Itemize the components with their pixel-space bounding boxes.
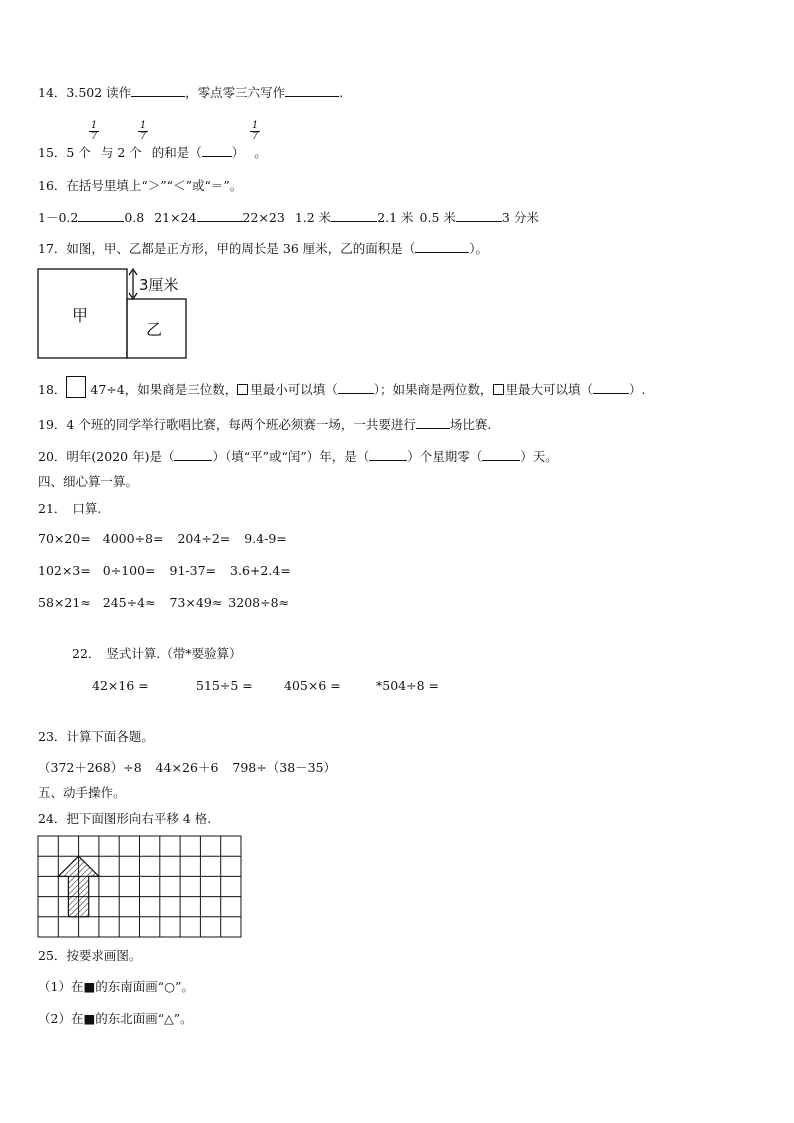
q23-item-1: （372＋268）÷8 — [38, 760, 142, 775]
q19-text-b: 场比赛. — [449, 417, 492, 432]
arrow-shape — [58, 856, 99, 917]
q20-text-c: ）个星期零（ — [407, 449, 483, 464]
q23-item-2: 44×26＋6 — [155, 760, 219, 775]
q25-sub-1: （1）在■的东南面画“○”。 — [38, 979, 194, 994]
q19-number: 19． — [38, 417, 67, 432]
q21-row-2 — [38, 563, 291, 579]
q24-number: 24． — [38, 811, 67, 826]
q16-number: 16． — [38, 178, 67, 193]
q19-text-a: 4 个班的同学举行歌唱比赛，每两个班必须赛一场，一共要进行 — [66, 417, 416, 432]
q16-item-4-left: 0.5 米 — [419, 210, 456, 225]
q16-item-1-right: 0.8 — [124, 210, 145, 225]
q15-frac2-den: 7 — [139, 131, 147, 142]
q18-text-d: 里最大可以填（ — [505, 382, 594, 397]
label-dimension: 3厘米 — [139, 276, 179, 294]
q21-r3-c1: 58×21≈ — [38, 595, 91, 610]
section-5-heading: 五、动手操作。 — [38, 785, 126, 800]
q14-text-a: 3.502 读作 — [66, 85, 132, 100]
q16-item-1-left: 1－0.2 — [38, 210, 79, 225]
q18-text-a: 47÷4，如果商是三位数， — [90, 382, 238, 397]
q14-text-b: ，零点零三六写作 — [185, 85, 286, 100]
q18-number: 18． — [38, 382, 67, 397]
q14-blank-2[interactable] — [285, 84, 339, 97]
q21-r1-c4: 9.4-9= — [244, 531, 287, 546]
question-19 — [38, 416, 491, 433]
question-22 — [72, 646, 242, 662]
question-14 — [38, 84, 343, 101]
q24-grid-figure — [37, 835, 243, 939]
q17-text-b: ）。 — [469, 241, 489, 256]
q23-items — [38, 760, 336, 776]
q16-item-3-left: 1.2 米 — [294, 210, 332, 225]
q20-number: 20． — [38, 449, 67, 464]
q16-item-2-left: 21×24 — [154, 210, 197, 225]
square-symbol-icon — [237, 384, 248, 395]
q16-item-2-right: 22×23 — [242, 210, 285, 225]
q20-text-a: 明年(2020 年)是（ — [66, 449, 175, 464]
q15-frac3-num: 1 — [251, 120, 259, 131]
q21-number: 21． — [38, 501, 67, 516]
q18-blank-2[interactable] — [593, 381, 629, 394]
q19-blank[interactable] — [416, 416, 450, 429]
q23-number: 23． — [38, 729, 67, 744]
q16-blank-3[interactable] — [331, 209, 377, 222]
question-23 — [38, 729, 154, 745]
question-15 — [38, 144, 267, 161]
q14-text-c: . — [339, 85, 344, 100]
q15-frac2-num: 1 — [139, 120, 147, 131]
q22-number: 22． — [72, 646, 101, 661]
q17-blank[interactable] — [415, 240, 469, 253]
q25-text: 按要求画图。 — [66, 948, 142, 963]
q16-blank-4[interactable] — [456, 209, 502, 222]
section-4-heading: 四、细心算一算。 — [38, 474, 139, 489]
q15-fraction-2 — [138, 121, 148, 142]
q16-blank-1[interactable] — [78, 209, 124, 222]
q16-items-row — [38, 209, 539, 226]
q21-r1-c2: 4000÷8= — [102, 531, 164, 546]
question-18 — [38, 381, 646, 398]
q22-item-2: 515÷5 = — [196, 678, 253, 693]
question-24 — [38, 811, 211, 827]
q15-text-d: ） — [231, 145, 245, 160]
q15-fraction-1 — [89, 121, 99, 142]
q14-blank-1[interactable] — [131, 84, 185, 97]
q21-r1-c1: 70×20= — [38, 531, 91, 546]
q23-title: 计算下面各题。 — [66, 729, 154, 744]
q20-blank-2[interactable] — [369, 448, 407, 461]
q23-item-3: 798÷（38－35） — [232, 760, 337, 775]
q20-blank-3[interactable] — [482, 448, 520, 461]
q22-item-4: *504÷8 = — [376, 678, 439, 693]
q21-r3-c3: 73×49≈ — [169, 595, 223, 610]
q18-text-e: ）. — [629, 382, 646, 397]
q21-r3-c4: 3208÷8≈ — [228, 595, 290, 610]
q25-sub-2: （2）在■的东北面画“△”。 — [38, 1011, 193, 1026]
q21-r3-c2: 245÷4≈ — [102, 595, 156, 610]
q22-item-3: 405×6 = — [284, 678, 341, 693]
q18-text-b: 里最小可以填（ — [250, 382, 338, 397]
q16-item-3-right: 2.1 米 — [377, 210, 414, 225]
q21-r2-c2: 0÷100= — [102, 563, 156, 578]
label-yi: 乙 — [146, 320, 163, 339]
q14-number: 14． — [38, 85, 67, 100]
q22-title: 竖式计算.（带*要验算） — [106, 646, 242, 661]
q22-item-1: 42×16 = — [92, 678, 149, 693]
question-20 — [38, 448, 558, 465]
q21-row-3 — [38, 595, 289, 611]
question-21 — [38, 501, 101, 517]
label-jia: 甲 — [72, 306, 89, 325]
q16-blank-2[interactable] — [197, 209, 243, 222]
q21-row-1 — [38, 531, 287, 547]
q21-title: 口算. — [72, 501, 102, 516]
q15-number: 15． — [38, 145, 67, 160]
q15-text-e: 。 — [254, 145, 267, 160]
q17-squares-figure — [36, 266, 192, 362]
q15-text-c: 的和是（ — [151, 145, 202, 160]
question-17 — [38, 240, 488, 257]
q24-text: 把下面图形向右平移 4 格. — [66, 811, 212, 826]
question-25 — [38, 948, 141, 964]
q15-frac1-den: 7 — [90, 131, 98, 142]
q25-number: 25． — [38, 948, 67, 963]
q15-text-a: 5 个 — [66, 145, 91, 160]
q18-text-c: ）；如果商是两位数， — [373, 382, 493, 397]
q20-text-b: ）（填“平”或“闰”）年，是（ — [212, 449, 370, 464]
q21-r2-c3: 91-37= — [169, 563, 217, 578]
q15-frac3-den: 7 — [251, 131, 259, 142]
q21-r1-c3: 204÷2= — [177, 531, 231, 546]
q15-fraction-3 — [250, 121, 260, 142]
q15-text-b: 与 2 个 — [100, 145, 142, 160]
q17-text-a: 如图，甲、乙都是正方形，甲的周长是 36 厘米，乙的面积是（ — [66, 241, 416, 256]
q16-text: 在括号里填上“＞”“＜”或“＝”。 — [66, 178, 243, 193]
square-symbol-icon — [493, 384, 504, 395]
q18-blank-1[interactable] — [338, 381, 374, 394]
q15-frac1-num: 1 — [90, 120, 98, 131]
q20-blank-1[interactable] — [174, 448, 212, 461]
question-16 — [38, 178, 242, 194]
q21-r2-c1: 102×3= — [38, 563, 91, 578]
q20-text-d: ）天。 — [520, 449, 558, 464]
q15-blank[interactable] — [202, 144, 232, 157]
q21-r2-c4: 3.6+2.4= — [230, 563, 291, 578]
q17-number: 17． — [38, 241, 67, 256]
q16-item-4-right: 3 分米 — [501, 210, 539, 225]
